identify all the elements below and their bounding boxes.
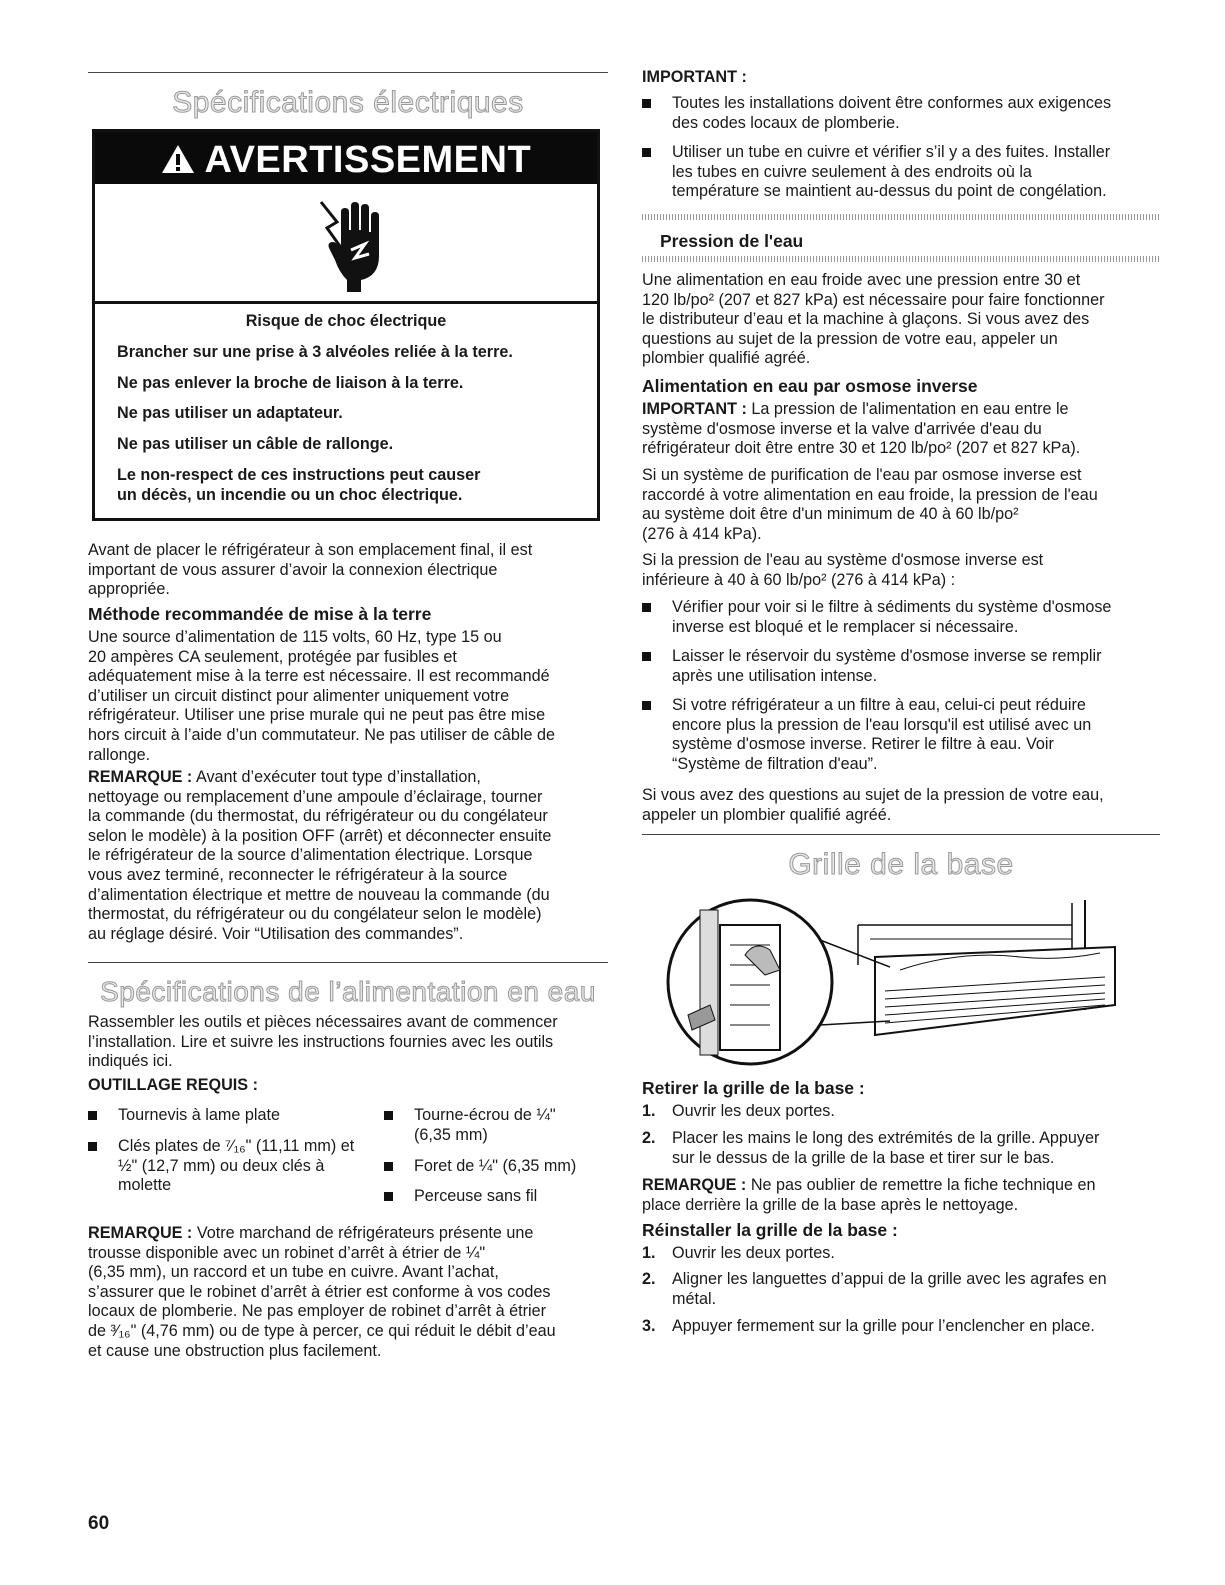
- bullet-icon: [642, 99, 651, 108]
- base-grille-title: Grille de la base: [788, 848, 1014, 881]
- warning-line-6: Le non-respect de ces instructions peut causer: [117, 466, 481, 484]
- step-text: Appuyer fermement sur la grille pour l’enclencher en place.: [672, 1317, 1095, 1335]
- warning-line-2: Brancher sur une prise à 3 alvéoles reliée à la terre.: [117, 343, 513, 361]
- remark-2-paragraph: [88, 1224, 556, 1361]
- step-text: [672, 1270, 1107, 1309]
- text-line: (276 à 414 kPa).: [642, 524, 762, 543]
- water-spec-title: Spécifications de l’alimentation en eau: [100, 976, 596, 1007]
- step-number: 1.: [642, 1102, 656, 1120]
- reverse-osmosis-heading: Alimentation en eau par osmose inverse: [642, 376, 978, 396]
- warning-heading: AVERTISSEMENT: [204, 139, 532, 181]
- text-line: Si la pression de l'eau au système d'osmose inverse est: [642, 551, 1044, 569]
- warning-line-3: Ne pas enlever la broche de liaison à la terre.: [117, 374, 464, 392]
- text-line: encore plus la pression de l'eau lorsqu'il est utilisé avec un: [672, 715, 1092, 734]
- list-item-text: [672, 598, 1111, 637]
- section-rule: [88, 72, 608, 73]
- water-pressure-heading: Pression de l'eau: [660, 231, 804, 251]
- text-line: Une alimentation en eau froide avec une pression entre 30 et: [642, 271, 1081, 289]
- bullet-icon: [88, 1111, 97, 1120]
- step-text: Ouvrir les deux portes.: [672, 1102, 835, 1120]
- bullet-icon: [88, 1142, 97, 1151]
- text-line: rallonge.: [88, 745, 151, 764]
- electric-shock-hand-icon: [307, 194, 387, 294]
- bullet-icon: [642, 603, 651, 612]
- base-grille-illustration: [660, 895, 1145, 1070]
- ro-paragraph-4: [642, 786, 1104, 825]
- text-line: s’assurer que le robinet d’arrêt à étrier est conforme à vos codes: [88, 1282, 551, 1301]
- bullet-icon: [384, 1192, 393, 1201]
- text-line: Clés plates de ⁷⁄₁₆" (11,11 mm) et: [118, 1137, 355, 1155]
- text-line: d’alimentation électrique et mettre de nouveau la commande (du: [88, 885, 550, 904]
- section-rule: [88, 962, 608, 963]
- reinstall-grille-heading: Réinstaller la grille de la base :: [642, 1220, 898, 1240]
- remark-label: REMARQUE :: [88, 1224, 193, 1242]
- text-line: questions au sujet de la pression de votre eau, appeler un: [642, 329, 1058, 348]
- text-line: la commande (du thermostat, du réfrigérateur ou du congélateur: [88, 807, 548, 826]
- text-line: d’utiliser un circuit distinct pour alimenter uniquement votre: [88, 686, 510, 705]
- text-line: après une utilisation intense.: [672, 666, 878, 685]
- step-number: 2.: [642, 1270, 656, 1288]
- list-item-text: Tournevis à lame plate: [118, 1106, 280, 1124]
- warning-line-5: Ne pas utiliser un câble de rallonge.: [117, 435, 394, 453]
- list-item-text: [672, 647, 1102, 686]
- hatched-rule: [642, 214, 1160, 220]
- text-line: thermostat, du réfrigérateur ou du congélateur selon le modèle): [88, 905, 542, 924]
- text-line: locaux de plomberie. Ne pas employer de robinet d’arrêt à étrier: [88, 1302, 546, 1321]
- warning-line-7: un décès, un incendie ou un choc électrique.: [117, 486, 463, 504]
- text-line: le distributeur d’eau et la machine à glaçons. Si vous avez des: [642, 310, 1090, 329]
- warning-icon-area: [95, 184, 597, 304]
- text-line: vous avez terminé, reconnecter le réfrigérateur à la source: [88, 865, 508, 884]
- text-line: ½" (12,7 mm) ou deux clés à: [118, 1156, 325, 1175]
- text-line: (6,35 mm), un raccord et un tube en cuivre. Avant l’achat,: [88, 1263, 499, 1282]
- text-line: système d'osmose inverse. Retirer le filtre à eau. Voir: [672, 735, 1054, 754]
- warning-box: [92, 129, 600, 521]
- ro-important-paragraph: [642, 400, 1080, 459]
- list-item-text: [672, 143, 1110, 202]
- text-line: Rassembler les outils et pièces nécessaires avant de commencer: [88, 1013, 558, 1031]
- text-line: Avant d’exécuter tout type d’installation,: [195, 768, 481, 786]
- remark-3-paragraph: [642, 1176, 1095, 1215]
- electrical-spec-title: Spécifications électriques: [172, 86, 524, 119]
- text-line: inverse est bloqué et le remplacer si nécessaire.: [672, 617, 1019, 636]
- text-line: appropriée.: [88, 580, 170, 599]
- warning-header: [95, 132, 597, 184]
- step-number: 2.: [642, 1129, 656, 1147]
- tools-heading: OUTILLAGE REQUIS :: [88, 1076, 258, 1094]
- text-line: molette: [118, 1176, 172, 1195]
- step-text: [672, 1129, 1099, 1168]
- text-line: Placer les mains le long des extrémités de la grille. Appuyer: [672, 1129, 1100, 1147]
- text-line: réfrigérateur doit être entre 30 et 120 lb/po² (207 et 827 kPa).: [642, 439, 1081, 458]
- text-line: important de vous assurer d’avoir la connexion électrique: [88, 560, 498, 579]
- list-item-text: Perceuse sans fil: [414, 1187, 538, 1205]
- list-item-text: [118, 1137, 354, 1196]
- remark-label: REMARQUE :: [88, 768, 193, 786]
- bullet-icon: [642, 701, 651, 710]
- list-item-text: [414, 1106, 556, 1145]
- text-line: Tourne-écrou de ¼": [414, 1106, 556, 1124]
- text-line: trousse disponible avec un robinet d’arrêt à étrier de ¼": [88, 1243, 486, 1262]
- step-text: Ouvrir les deux portes.: [672, 1244, 835, 1262]
- bullet-icon: [642, 652, 651, 661]
- text-line: indiqués ici.: [88, 1052, 173, 1071]
- ro-paragraph-3: [642, 551, 1043, 590]
- text-line: Si votre réfrigérateur a un filtre à eau, celui-ci peut réduire: [672, 696, 1086, 714]
- intro-paragraph: [88, 541, 532, 600]
- text-line: de ³⁄₁₆" (4,76 mm) ou de type à percer, ce qui réduit le débit d’eau: [88, 1321, 556, 1340]
- remove-grille-heading: Retirer la grille de la base :: [642, 1078, 865, 1098]
- remark-1-paragraph: [88, 768, 551, 944]
- grounding-method-paragraph: [88, 628, 555, 765]
- text-line: appeler un plombier qualifié agréé.: [642, 805, 892, 824]
- step-number: 3.: [642, 1317, 656, 1335]
- pressure-paragraph: [642, 271, 1105, 369]
- text-line: raccordé à votre alimentation en eau froide, la pression de l'eau: [642, 485, 1098, 504]
- text-line: La pression de l'alimentation en eau entre le: [751, 400, 1069, 418]
- list-item-text: [672, 696, 1091, 774]
- bullet-icon: [384, 1162, 393, 1171]
- text-line: 120 lb/po² (207 et 827 kPa) est nécessaire pour faire fonctionner: [642, 290, 1105, 309]
- text-line: Votre marchand de réfrigérateurs présente une: [196, 1224, 534, 1242]
- water-intro-paragraph: [88, 1013, 558, 1072]
- text-line: température se maintient au-dessus du point de congélation.: [672, 182, 1107, 201]
- text-line: hors circuit à l’aide d’un commutateur. Ne pas utiliser de câble de: [88, 725, 555, 744]
- text-line: des codes locaux de plomberie.: [672, 113, 900, 132]
- text-line: adéquatement mise à la terre est nécessaire. Il est recommandé: [88, 667, 550, 686]
- text-line: Une source d’alimentation de 115 volts, 60 Hz, type 15 ou: [88, 628, 502, 646]
- text-line: Utiliser un tube en cuivre et vérifier s’il y a des fuites. Installer: [672, 143, 1111, 161]
- text-line: 20 ampères CA seulement, protégée par fusibles et: [88, 647, 457, 666]
- page-number: 60: [88, 1513, 110, 1534]
- text-line: place derrière la grille de la base après le nettoyage.: [642, 1195, 1019, 1214]
- list-item-text: [672, 94, 1111, 133]
- bullet-icon: [384, 1111, 393, 1120]
- text-line: Aligner les languettes d’appui de la grille avec les agrafes en: [672, 1270, 1107, 1288]
- text-line: au système doit être d'un minimum de 40 à 60 lb/po²: [642, 505, 1019, 524]
- list-item-text: Foret de ¼" (6,35 mm): [414, 1157, 577, 1175]
- text-line: nettoyage ou remplacement d’une ampoule d’éclairage, tourner: [88, 787, 543, 806]
- text-line: Ne pas oublier de remettre la fiche technique en: [750, 1176, 1096, 1194]
- text-line: selon le modèle) à la position OFF (arrêt) et déconnecter ensuite: [88, 826, 552, 845]
- text-line: et cause une obstruction plus facilement.: [88, 1341, 382, 1360]
- text-line: (6,35 mm): [414, 1125, 488, 1144]
- important-label: IMPORTANT :: [642, 400, 747, 418]
- text-line: Laisser le réservoir du système d'osmose inverse se remplir: [672, 647, 1102, 665]
- warning-line-4: Ne pas utiliser un adaptateur.: [117, 404, 343, 422]
- text-line: inférieure à 40 à 60 lb/po² (276 à 414 kPa) :: [642, 570, 956, 589]
- text-line: Avant de placer le réfrigérateur à son emplacement final, il est: [88, 541, 533, 559]
- step-number: 1.: [642, 1244, 656, 1262]
- text-line: réfrigérateur. Utiliser une prise murale qui ne peut pas être mise: [88, 706, 546, 725]
- text-line: Si un système de purification de l'eau par osmose inverse est: [642, 466, 1082, 484]
- text-line: sur le dessus de la grille de la base et tirer sur le bas.: [672, 1148, 1055, 1167]
- text-line: “Système de filtration d'eau”.: [672, 754, 878, 773]
- text-line: métal.: [672, 1289, 717, 1308]
- text-line: l’installation. Lire et suivre les instructions fournies avec les outils: [88, 1032, 554, 1051]
- text-line: Si vous avez des questions au sujet de la pression de votre eau,: [642, 786, 1104, 804]
- text-line: le réfrigérateur de la source d’alimentation électrique. Lorsque: [88, 846, 533, 865]
- hatched-rule: [642, 256, 1160, 262]
- text-line: au réglage désiré. Voir “Utilisation des commandes”.: [88, 924, 464, 943]
- section-rule: [642, 834, 1160, 835]
- text-line: système d'osmose inverse et la valve d'arrivée d'eau du: [642, 419, 1042, 438]
- grounding-method-heading: Méthode recommandée de mise à la terre: [88, 604, 432, 624]
- ro-paragraph-2: [642, 466, 1098, 544]
- text-line: les tubes en cuivre seulement à des endroits où la: [672, 162, 1032, 181]
- warning-triangle-icon: [161, 143, 195, 175]
- text-line: Toutes les installations doivent être conformes aux exigences: [672, 94, 1112, 112]
- remark-label: REMARQUE :: [642, 1176, 747, 1194]
- important-heading: IMPORTANT :: [642, 68, 747, 86]
- text-line: plombier qualifié agréé.: [642, 349, 811, 368]
- text-line: Vérifier pour voir si le filtre à sédiments du système d'osmose: [672, 598, 1112, 616]
- bullet-icon: [642, 148, 651, 157]
- warning-line-1: Risque de choc électrique: [245, 312, 447, 330]
